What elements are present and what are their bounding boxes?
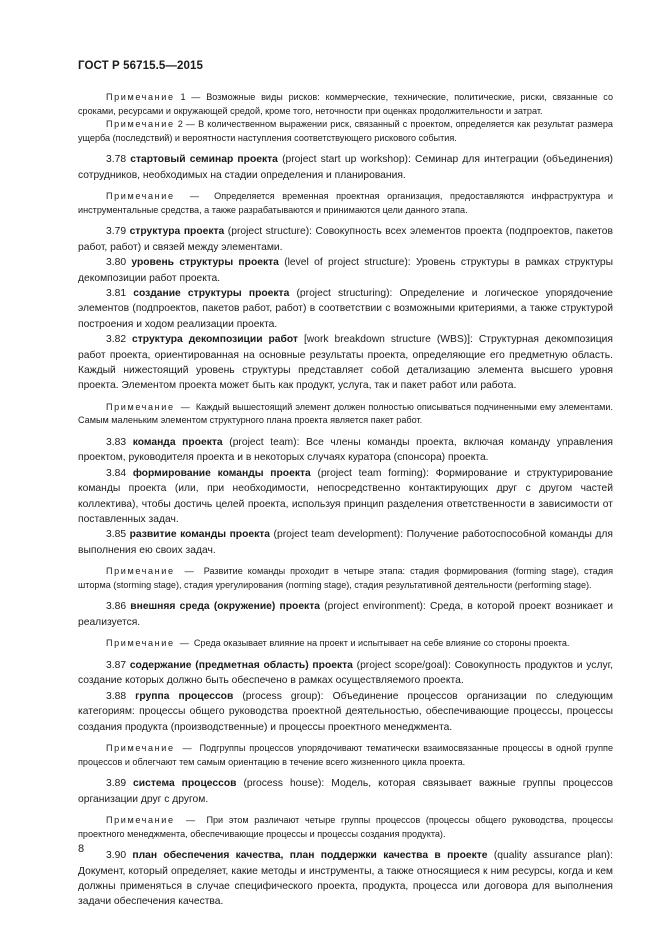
note-paragraph <box>78 190 613 217</box>
definition-paragraph <box>78 848 613 910</box>
note-dash: — <box>182 742 192 753</box>
definition-text: (project environment): Среда, в которой проект возникает и реализуется. <box>78 601 613 628</box>
definition-text: (project team): Все члены команды проекта, включая команду управления проектом, руководителя проекта и в некоторых случаях куратора (спонсора) проекта. <box>78 437 613 464</box>
note-dash: — <box>184 566 194 577</box>
note-dash: — <box>186 814 196 825</box>
definition-number: 3.85 <box>106 529 127 541</box>
note-paragraph <box>78 742 613 769</box>
definition-paragraph <box>78 776 613 807</box>
definition-term: команда проекта <box>132 437 223 449</box>
definition-paragraph <box>78 466 613 528</box>
note-dash: — <box>179 638 189 649</box>
definition-paragraph <box>78 286 613 332</box>
definition-paragraph <box>78 255 613 286</box>
definition-paragraph <box>78 224 613 255</box>
note-text: Возможные виды рисков: коммерческие, технические, политические, риски, связанные со сроками, ресурсами и окружающей средой, кроме того, неточности при оценках продолжительности и затрат. <box>78 92 614 116</box>
note-text: Подгруппы процессов упорядочивают тематически взаимосвязанные процессы в одной группе процессов и облегчают тем самым ориентацию в течение всего жизненного цикла проекта. <box>78 742 614 767</box>
note-text: В количественном выражении риск, связанный с проектом, определяется как результат размера ущерба (последствий) и вероятности наступления соответствующего рискового события. <box>78 119 613 143</box>
page-number: 8 <box>78 843 85 855</box>
note-label: Примечание <box>106 191 175 202</box>
definition-text: [work breakdown structure (WBS)]: Структурная декомпозиция работ проекта, ориентированная на основные результаты проекта, определяющие его предметную область. Каждый нижестоящий уровень структуры представляет собой детализацию элемента высшего уровня проекта. Элементом проекта может быть как продукт, услуга, так и пакет работ или работа. <box>78 334 613 392</box>
note-text: Развитие команды проходит в четыре этапа: стадия формирования (forming stage), стадия шторма (storming stage), стадия урегулирования (norming stage), стадия результативной деятельности (performing stage). <box>78 566 614 590</box>
definition-number: 3.84 <box>106 467 127 479</box>
definition-paragraph <box>78 527 613 558</box>
note-label: Примечание <box>106 742 175 753</box>
definition-number: 3.88 <box>106 690 127 702</box>
note-text: Среда оказывает влияние на проект и испытывает на себе влияние со стороны проекта. <box>193 638 570 649</box>
definition-text: (project start up workshop): Семинар для интеграции (объединения) сотрудников, необходимых на стадии определения и планирования. <box>78 154 613 181</box>
note-number: 2 <box>177 119 183 130</box>
note-label: Примечание <box>106 566 175 577</box>
definition-term: внешняя среда (окружение) проекта <box>130 601 320 613</box>
definition-paragraph <box>78 658 613 689</box>
definition-number: 3.86 <box>106 601 127 613</box>
definition-number: 3.87 <box>106 659 127 671</box>
definition-number: 3.89 <box>106 778 127 790</box>
note-dash: — <box>189 191 199 202</box>
definition-paragraph <box>78 435 613 466</box>
definition-term: создание структуры проекта <box>133 288 290 299</box>
definition-term: группа процессов <box>135 690 234 702</box>
note-label: Примечание <box>106 401 175 412</box>
definition-term: план обеспечения качества, план поддержки качества в проекте <box>132 850 488 862</box>
definition-number: 3.79 <box>106 226 127 238</box>
definition-text: (project structure): Совокупность всех элементов проекта (подпроектов, пакетов работ, работ) и связей между элементами. <box>78 226 613 253</box>
note-paragraph <box>78 565 613 592</box>
definition-term: структура декомпозиции работ <box>132 334 298 346</box>
definition-term: развитие команды проекта <box>129 529 271 541</box>
definition-term: формирование команды проекта <box>132 467 311 479</box>
note-number: 1 <box>180 92 186 102</box>
note-label: Примечание <box>106 119 175 130</box>
definition-paragraph <box>78 689 613 735</box>
document-body <box>78 91 613 910</box>
definition-text: (project scope/goal): Совокупность продуктов и услуг, создание которых должно быть обеспечено в рамках осуществляемого проекта. <box>78 659 613 687</box>
note-paragraph <box>78 401 613 428</box>
note-dash: — <box>191 92 201 102</box>
definition-paragraph <box>78 599 613 630</box>
standard-header: ГОСТ Р 56715.5—2015 <box>78 60 203 72</box>
definition-number: 3.78 <box>106 154 127 166</box>
definition-text: (level of project structure): Уровень структуры в рамках структуры декомпозиции работ проекта. <box>78 257 613 284</box>
note-label: Примечание <box>106 638 175 649</box>
definition-text: (process house): Модель, которая связывает важные группы процессов организации друг с другом. <box>78 778 613 805</box>
definition-text: (project structuring): Определение и логическое упорядочение элементов (подпроектов, пакетов работ, работ) в соответствии с возможными критериями, а также структурой построения и ходом реализации проекта. <box>78 288 613 330</box>
note-dash: — <box>185 119 196 130</box>
definition-term: система процессов <box>133 778 237 790</box>
definition-paragraph <box>78 152 613 183</box>
note-dash: — <box>180 401 190 412</box>
definition-text: (quality assurance plan): Документ, который определяет, какие методы и инструменты, а также относящиеся к ним ресурсы, когда и кем должны применяться в случае специфического проекта, продукта, процесса или договора для выполнения задачи обеспечения качества. <box>78 850 613 908</box>
note-text: Каждый вышестоящий элемент должен полностью описываться подчиненными ему элементами. Самым маленьким элементом структурного плана проекта является пакет работ. <box>78 401 613 426</box>
definition-paragraph <box>78 332 613 394</box>
note-paragraph <box>78 637 613 651</box>
definition-number: 3.83 <box>106 437 127 449</box>
note-paragraph <box>78 814 613 841</box>
note-paragraph <box>78 118 613 145</box>
definition-number: 3.80 <box>106 257 127 269</box>
definition-number: 3.81 <box>106 288 127 299</box>
definition-term: содержание (предметная область) проекта <box>129 659 353 671</box>
definition-term: уровень структуры проекта <box>131 257 279 269</box>
note-paragraph <box>78 91 613 118</box>
definition-text: (project team forming): Формирование и структурирование команды проекта (или, при необходимости, непосредственно контактирующих друг с другом частей коллектива), чтобы достичь целей проекта, используя принцип разделения ответственности в зависимости от поставленных задач. <box>78 467 613 526</box>
note-label: Примечание <box>106 814 175 825</box>
definition-text: (project team development): Получение работоспособной команды для выполнения ею своих задач. <box>78 529 613 556</box>
definition-number: 3.82 <box>106 334 127 346</box>
note-label: Примечание <box>106 92 175 102</box>
note-text: При этом различают четыре группы процессов (процессы общего руководства, процессы проектного менеджмента, обеспечивающие процессы и процессы создания продукта). <box>78 814 614 839</box>
definition-text: (process group): Объединение процессов организации по следующим категориям: процессы общего руководства проектной деятельностью, обеспечивающие процессы, процессы создания продукта (производственные) и процессы проектного менеджмента. <box>78 690 613 733</box>
definition-term: структура проекта <box>129 226 225 238</box>
definition-number: 3.90 <box>106 850 127 862</box>
note-text: Определяется временная проектная организация, предоставляются инфраструктура и инструментальные средства, а также разрабатываются и принимаются цели данного этапа. <box>78 191 614 215</box>
definition-term: стартовый семинар проекта <box>130 154 278 166</box>
